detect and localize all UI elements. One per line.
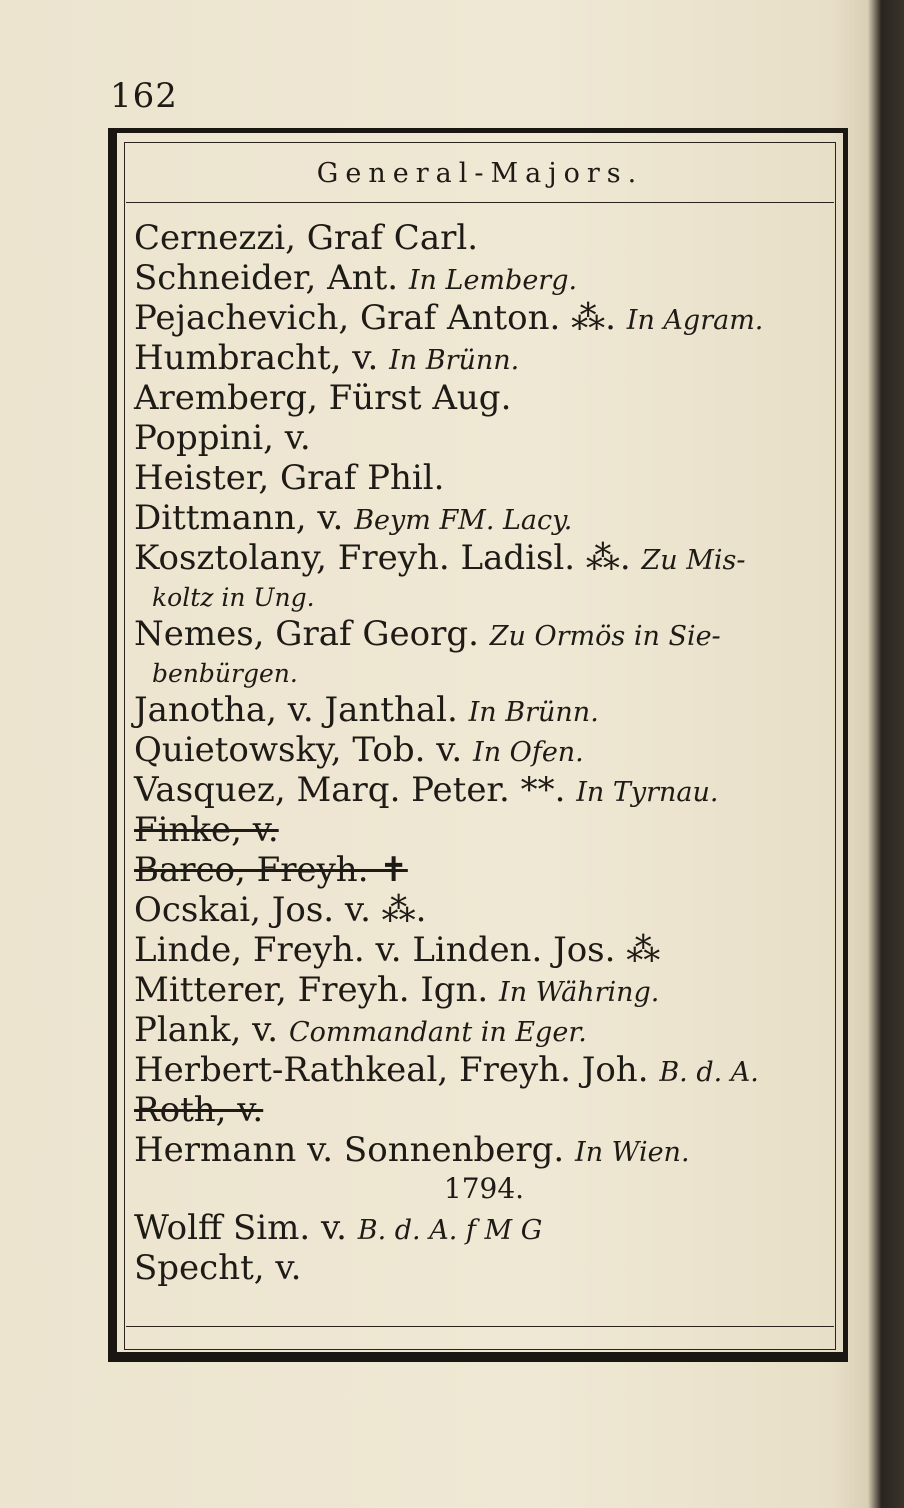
section-header: General-Majors. <box>316 158 644 189</box>
list-item <box>134 810 834 850</box>
list-item <box>134 1010 834 1050</box>
list-item <box>134 930 834 970</box>
officer-note: Commandant in Eger. <box>288 1017 587 1048</box>
list-item <box>134 850 834 890</box>
officer-note: In Wien. <box>575 1137 690 1168</box>
officer-name: Janotha, v. Janthal. <box>134 690 458 730</box>
list-item <box>134 218 834 258</box>
list-item <box>134 1248 834 1288</box>
list-item <box>134 498 834 538</box>
list-item <box>134 890 834 930</box>
officer-name: Heister, Graf Phil. <box>134 458 445 498</box>
officer-note: In Währing. <box>499 977 660 1008</box>
officer-name: Barco, Freyh. ✝ <box>134 850 408 890</box>
officer-name: Pejachevich, Graf Anton. ⁂. <box>134 298 616 338</box>
officer-name: Poppini, v. <box>134 418 311 458</box>
officer-note: In Ofen. <box>473 737 584 768</box>
list-item <box>134 970 834 1010</box>
note-continuation: benbürgen. <box>152 659 298 688</box>
year-heading <box>134 1170 834 1208</box>
officer-note: In Lemberg. <box>408 265 578 296</box>
officer-note: B. d. A. <box>659 1057 759 1088</box>
officer-note: In Tyrnau. <box>576 777 719 808</box>
officer-name: 1794. <box>443 1172 525 1205</box>
officer-name: Herbert-Rathkeal, Freyh. Joh. <box>134 1050 649 1090</box>
bottom-rule <box>126 1326 834 1327</box>
note-continuation: koltz in Ung. <box>152 583 315 612</box>
page-number: 162 <box>110 76 178 116</box>
list-item <box>134 770 834 810</box>
list-item <box>134 1130 834 1170</box>
list-item <box>134 298 834 338</box>
list-item <box>134 1208 834 1248</box>
officer-name: Plank, v. <box>134 1010 279 1050</box>
officer-note: Zu Mis- <box>641 545 746 576</box>
officer-name: Schneider, Ant. <box>134 258 399 298</box>
officer-name: Kosztolany, Freyh. Ladisl. ⁂. <box>134 538 631 578</box>
list-item <box>134 378 834 418</box>
list-item <box>134 418 834 458</box>
officer-name: Nemes, Graf Georg. <box>134 614 479 654</box>
officer-name: Hermann v. Sonnenberg. <box>134 1130 565 1170</box>
header-rule <box>126 202 834 203</box>
list-item <box>134 458 834 498</box>
officer-name: Mitterer, Freyh. Ign. <box>134 970 489 1010</box>
list-item <box>134 730 834 770</box>
officer-note: In Brünn. <box>389 345 520 376</box>
officer-name: Vasquez, Marq. Peter. **. <box>134 770 566 810</box>
list-item <box>134 538 834 614</box>
officer-note: In Brünn. <box>468 697 599 728</box>
officer-note: B. d. A. f M G <box>357 1215 543 1246</box>
list-item <box>134 1090 834 1130</box>
officer-note: In Agram. <box>626 305 764 336</box>
officer-name: Dittmann, v. <box>134 498 344 538</box>
officer-name: Ocskai, Jos. v. ⁂. <box>134 890 427 930</box>
officer-name: Cernezzi, Graf Carl. <box>134 218 479 258</box>
officer-name: Finke, v. <box>134 810 279 850</box>
list-item <box>134 1050 834 1090</box>
list-item <box>134 614 834 690</box>
officer-name: Aremberg, Fürst Aug. <box>134 378 512 418</box>
list-item <box>134 338 834 378</box>
officer-name: Wolff Sim. v. <box>134 1208 347 1248</box>
officer-list <box>134 218 834 1288</box>
officer-name: Specht, v. <box>134 1248 302 1288</box>
officer-name: Linde, Freyh. v. Linden. Jos. ⁂ <box>134 930 661 970</box>
officer-name: Roth, v. <box>134 1090 264 1130</box>
list-item <box>134 258 834 298</box>
officer-name: Humbracht, v. <box>134 338 379 378</box>
officer-name: Quietowsky, Tob. v. <box>134 730 463 770</box>
officer-note: Beym FM. Lacy. <box>354 505 573 536</box>
list-item <box>134 690 834 730</box>
officer-note: Zu Ormös in Sie- <box>489 621 721 652</box>
